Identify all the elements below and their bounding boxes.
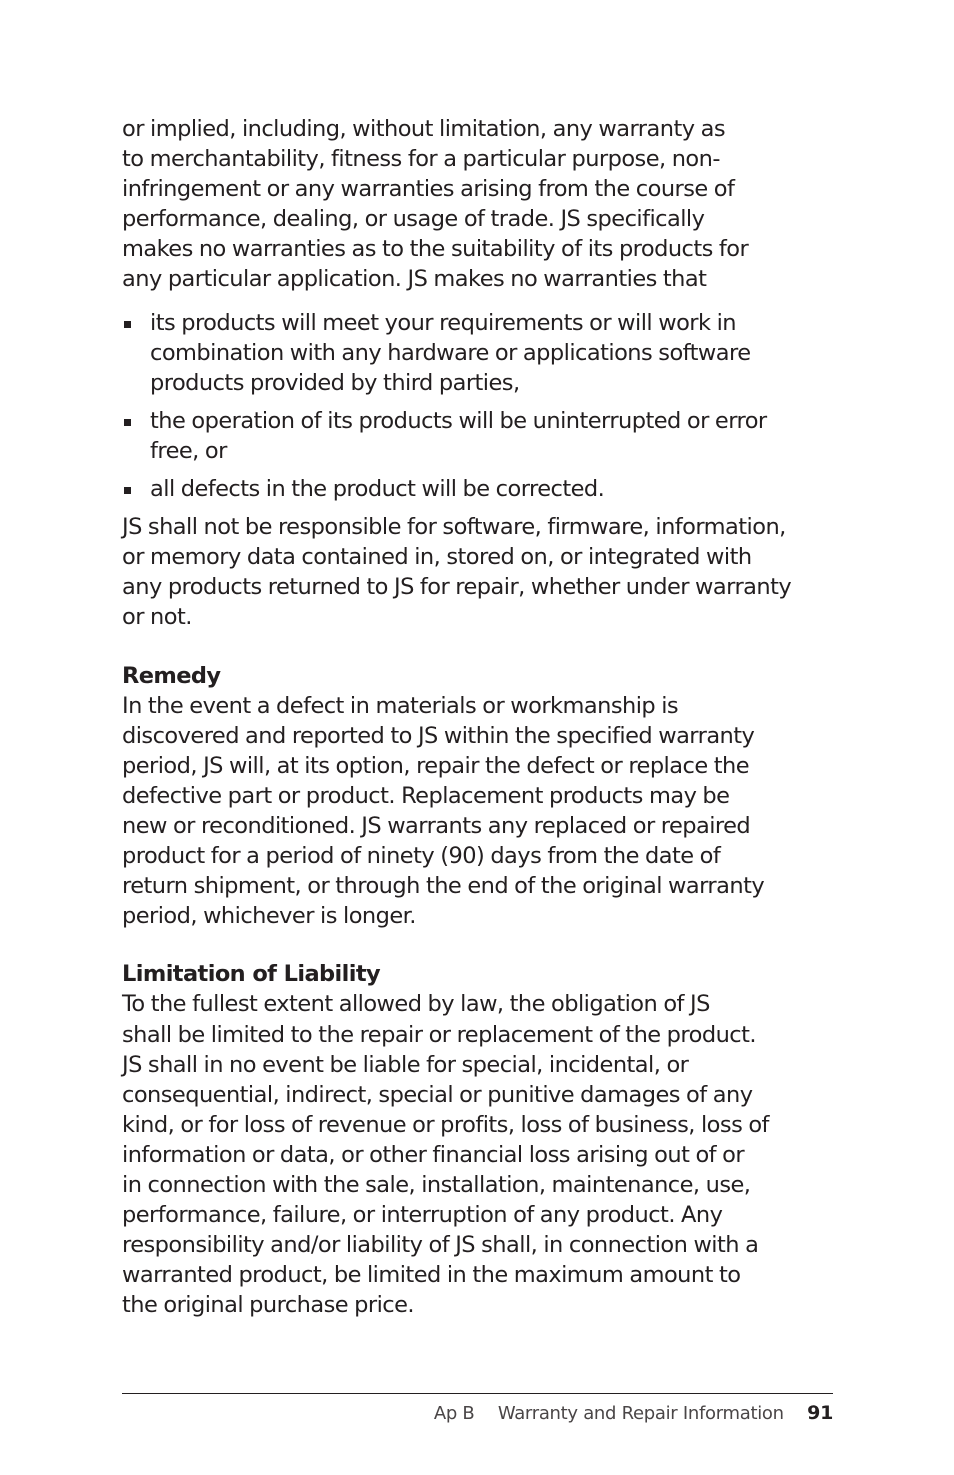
- text-line: free, or: [150, 437, 227, 464]
- text-line: combination with any hardware or applications software: [150, 339, 751, 366]
- bullet-square-icon: [124, 419, 131, 426]
- text-line: performance, failure, or interruption of any product. Any: [122, 1202, 723, 1229]
- text-line: or memory data contained in, stored on, or integrated with: [122, 544, 752, 571]
- footer-section-title: Warranty and Repair Information: [497, 1403, 784, 1424]
- footer-divider: [122, 1393, 833, 1394]
- remedy-heading: Remedy: [122, 662, 221, 689]
- text-line: its products will meet your requirements or will work in: [150, 309, 736, 336]
- list-item: [122, 406, 834, 466]
- text-line: or implied, including, without limitation, any warranty as: [122, 116, 726, 142]
- footer-chapter: Ap B: [433, 1403, 475, 1424]
- text-line: return shipment, or through the end of the original warranty: [122, 873, 765, 900]
- text-line: In the event a defect in materials or workmanship is: [122, 692, 679, 719]
- intro-paragraph: [122, 114, 834, 295]
- text-line: makes no warranties as to the suitability of its products for: [122, 236, 749, 263]
- warranty-exclusions-list: [122, 308, 834, 505]
- bullet-square-icon: [124, 487, 131, 494]
- text-line: to merchantability, fitness for a particular purpose, non-: [122, 146, 720, 173]
- text-line: products provided by third parties,: [150, 369, 520, 396]
- text-line: period, JS will, at its option, repair the defect or replace the: [122, 752, 749, 779]
- text-line: kind, or for loss of revenue or profits, loss of business, loss of: [122, 1111, 769, 1138]
- text-line: product for a period of ninety (90) days from the date of: [122, 843, 721, 870]
- text-line: JS shall not be responsible for software, firmware, information,: [122, 514, 786, 541]
- text-line: all defects in the product will be corrected.: [150, 476, 605, 503]
- text-line: defective part or product. Replacement products may be: [122, 782, 730, 809]
- text-line: infringement or any warranties arising from the course of: [122, 176, 735, 203]
- responsibility-paragraph: [122, 512, 834, 632]
- text-line: performance, dealing, or usage of trade. JS specifically: [122, 206, 705, 233]
- list-item: [122, 308, 834, 398]
- text-line: responsibility and/or liability of JS shall, in connection with a: [122, 1232, 759, 1259]
- text-line: any particular application. JS makes no warranties that: [122, 266, 707, 293]
- page-number: 91: [807, 1402, 833, 1424]
- text-line: the original purchase price.: [122, 1292, 415, 1319]
- bullet-square-icon: [124, 321, 131, 328]
- text-line: JS shall in no event be liable for special, incidental, or: [122, 1051, 689, 1078]
- text-line: shall be limited to the repair or replacement of the product.: [122, 1021, 756, 1048]
- text-line: in connection with the sale, installation, maintenance, use,: [122, 1172, 751, 1198]
- text-line: To the fullest extent allowed by law, the obligation of JS: [122, 991, 710, 1018]
- page-content: [122, 114, 834, 1320]
- text-line: any products returned to JS for repair, whether under warranty: [122, 574, 792, 601]
- limitation-of-liability-heading: Limitation of Liability: [122, 961, 381, 988]
- list-item-text: [150, 474, 834, 504]
- page-footer: [434, 1401, 833, 1426]
- text-line: the operation of its products will be uninterrupted or error: [150, 407, 767, 434]
- text-line: warranted product, be limited in the maximum amount to: [122, 1262, 741, 1289]
- liability-paragraph: [122, 989, 834, 1320]
- list-item-text: [150, 308, 834, 398]
- list-item-text: [150, 406, 834, 466]
- text-line: new or reconditioned. JS warrants any replaced or repaired: [122, 812, 751, 839]
- text-line: information or data, or other financial loss arising out of or: [122, 1141, 745, 1168]
- list-item: [122, 474, 834, 504]
- text-line: consequential, indirect, special or punitive damages of any: [122, 1081, 753, 1108]
- text-line: or not.: [122, 604, 192, 631]
- text-line: period, whichever is longer.: [122, 903, 416, 930]
- remedy-paragraph: [122, 691, 834, 932]
- text-line: discovered and reported to JS within the specified warranty: [122, 722, 755, 749]
